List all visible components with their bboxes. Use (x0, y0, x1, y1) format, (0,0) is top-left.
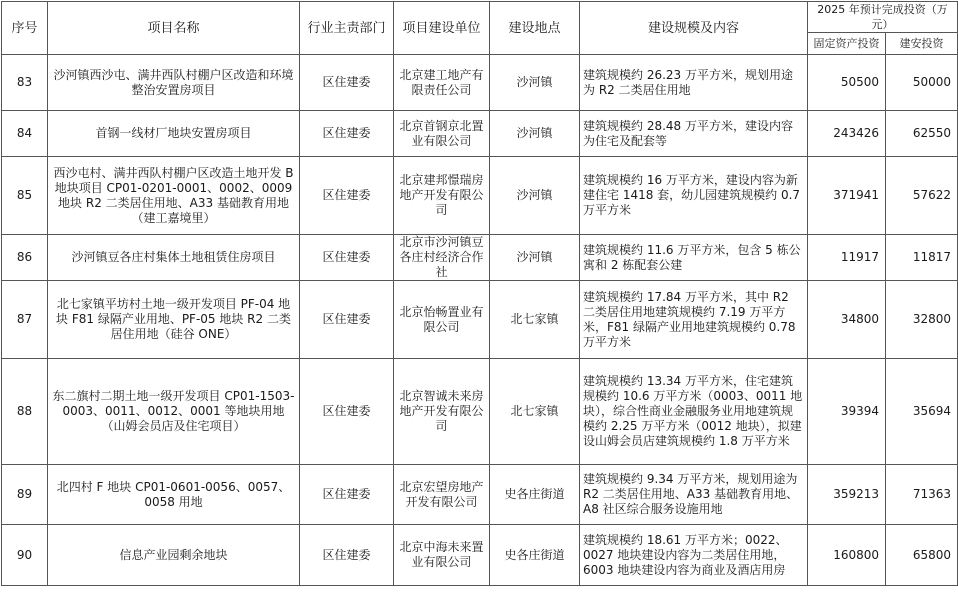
row-place: 沙河镇 (490, 157, 580, 235)
row-unit: 北京智诚未来房地产开发有限公司 (394, 359, 490, 465)
row-unit: 北京首钢京北置业有限公司 (394, 111, 490, 157)
row-seq: 87 (2, 281, 48, 359)
row-fixed-investment: 371941 (808, 157, 886, 235)
header-seq: 序号 (2, 2, 48, 55)
row-seq: 83 (2, 55, 48, 111)
table-row (2, 281, 958, 359)
row-project-name: 沙河镇西沙屯、满井西队村棚户区改造和环境整治安置房项目 (48, 55, 300, 111)
table-row (2, 235, 958, 281)
row-project-name: 北四村 F 地块 CP01-0601-0056、0057、0058 用地 (48, 465, 300, 525)
table-row (2, 359, 958, 465)
row-project-name: 东二旗村二期土地一级开发项目 CP01-1503-0003、0011、0012、0001 等地块用地（山姆会员店及住宅项目） (48, 359, 300, 465)
row-scale: 建筑规模约 13.34 万平方米，住宅建筑规模约 10.6 万平方米（0003、0011 地块），综合性商业金融服务业用地建筑规模约 2.25 万平方米（0012 地块），拟建设山姆会员店建筑规模约 1.8 万平方米 (580, 359, 808, 465)
row-dept: 区住建委 (300, 235, 394, 281)
row-seq: 85 (2, 157, 48, 235)
row-seq: 90 (2, 525, 48, 586)
row-place: 史各庄街道 (490, 465, 580, 525)
row-place: 沙河镇 (490, 235, 580, 281)
row-scale: 建筑规模约 28.48 万平方米，建设内容为住宅及配套等 (580, 111, 808, 157)
row-place: 北七家镇 (490, 281, 580, 359)
row-construction-investment: 11817 (886, 235, 958, 281)
row-construction-investment: 62550 (886, 111, 958, 157)
row-construction-investment: 57622 (886, 157, 958, 235)
row-scale: 建筑规模约 17.84 万平方米，其中 R2 二类居住用地建筑规模约 7.19 万平方米，F81 绿隔产业用地建筑规模约 0.78 万平方米 (580, 281, 808, 359)
table-row (2, 157, 958, 235)
table-row (2, 111, 958, 157)
row-unit: 北京怡畅置业有限公司 (394, 281, 490, 359)
table-row (2, 55, 958, 111)
row-fixed-investment: 34800 (808, 281, 886, 359)
row-scale: 建筑规模约 9.34 万平方米，规划用途为 R2 二类居住用地、A33 基础教育用地、A8 社区综合服务设施用地 (580, 465, 808, 525)
row-dept: 区住建委 (300, 525, 394, 586)
row-unit: 北京市沙河镇豆各庄村经济合作社 (394, 235, 490, 281)
row-construction-investment: 35694 (886, 359, 958, 465)
header-place: 建设地点 (490, 2, 580, 55)
row-fixed-investment: 359213 (808, 465, 886, 525)
row-construction-investment: 65800 (886, 525, 958, 586)
header-dept: 行业主责部门 (300, 2, 394, 55)
row-project-name: 西沙屯村、满井西队村棚户区改造土地开发 B 地块项目 CP01-0201-0001、0002、0009 地块 R2 二类居住用地、A33 基础教育用地（建工嘉境里） (48, 157, 300, 235)
row-dept: 区住建委 (300, 157, 394, 235)
header-unit: 项目建设单位 (394, 2, 490, 55)
row-place: 史各庄街道 (490, 525, 580, 586)
row-fixed-investment: 243426 (808, 111, 886, 157)
row-dept: 区住建委 (300, 281, 394, 359)
row-dept: 区住建委 (300, 465, 394, 525)
row-scale: 建筑规模约 11.6 万平方米，包含 5 栋公寓和 2 栋配套公建 (580, 235, 808, 281)
row-fixed-investment: 160800 (808, 525, 886, 586)
row-seq: 86 (2, 235, 48, 281)
project-table (1, 1, 958, 586)
row-project-name: 北七家镇平坊村土地一级开发项目 PF-04 地块 F81 绿隔产业用地、PF-05 地块 R2 二类居住用地（硅谷 ONE） (48, 281, 300, 359)
row-fixed-investment: 39394 (808, 359, 886, 465)
row-scale: 建筑规模约 16 万平方米，建设内容为新建住宅 1418 套，幼儿园建筑规模约 0.7 万平方米 (580, 157, 808, 235)
row-construction-investment: 32800 (886, 281, 958, 359)
row-project-name: 信息产业园剩余地块 (48, 525, 300, 586)
row-seq: 89 (2, 465, 48, 525)
row-unit: 北京建邦憬瑞房地产开发有限公司 (394, 157, 490, 235)
row-place: 沙河镇 (490, 111, 580, 157)
row-fixed-investment: 11917 (808, 235, 886, 281)
row-scale: 建筑规模约 18.61 万平方米；0022、0027 地块建设内容为二类居住用地，6003 地块建设内容为商业及酒店用房 (580, 525, 808, 586)
header-scale: 建设规模及内容 (580, 2, 808, 55)
row-construction-investment: 71363 (886, 465, 958, 525)
row-dept: 区住建委 (300, 111, 394, 157)
row-dept: 区住建委 (300, 55, 394, 111)
header-construction: 建安投资 (886, 33, 958, 55)
row-unit: 北京宏望房地产开发有限公司 (394, 465, 490, 525)
row-seq: 88 (2, 359, 48, 465)
row-construction-investment: 50000 (886, 55, 958, 111)
row-place: 北七家镇 (490, 359, 580, 465)
header-fixed-asset: 固定资产投资 (808, 33, 886, 55)
row-seq: 84 (2, 111, 48, 157)
table-row (2, 465, 958, 525)
row-unit: 北京建工地产有限责任公司 (394, 55, 490, 111)
row-scale: 建筑规模约 26.23 万平方米，规划用途为 R2 二类居住用地 (580, 55, 808, 111)
row-fixed-investment: 50500 (808, 55, 886, 111)
row-project-name: 首钢一线材厂地块安置房项目 (48, 111, 300, 157)
header-investment: 2025 年预计完成投资（万元） (808, 2, 958, 33)
row-unit: 北京中海未来置业有限公司 (394, 525, 490, 586)
header-name: 项目名称 (48, 2, 300, 55)
table-row (2, 525, 958, 586)
row-dept: 区住建委 (300, 359, 394, 465)
table-body (2, 55, 958, 586)
row-place: 沙河镇 (490, 55, 580, 111)
row-project-name: 沙河镇豆各庄村集体土地租赁住房项目 (48, 235, 300, 281)
